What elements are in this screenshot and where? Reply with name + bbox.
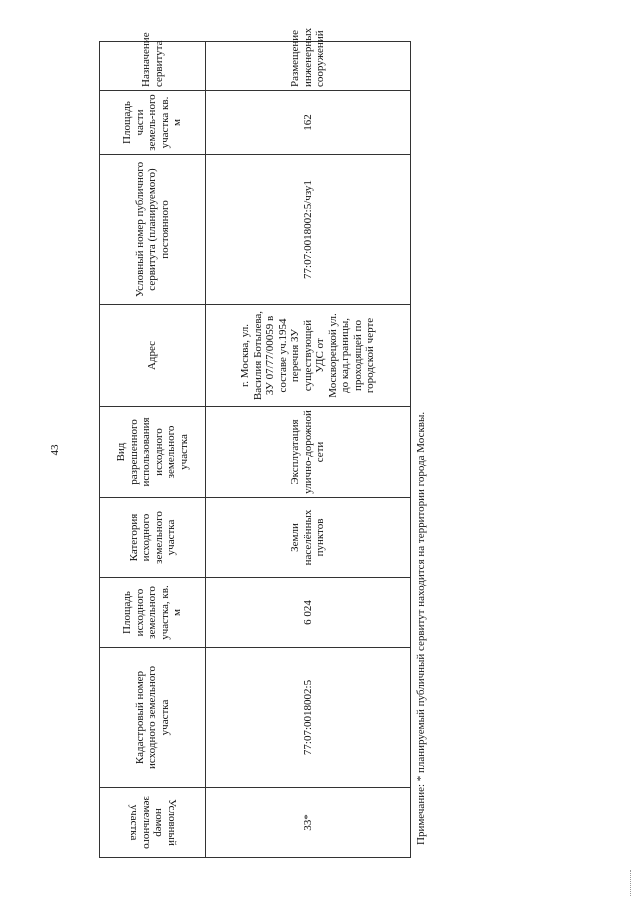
- page-number: 43: [49, 444, 61, 456]
- cell-purpose: Размещение инженерных сооружений: [206, 42, 411, 91]
- header-cell-permitted-use: Вид разрешенного использования исходного земельного участка: [100, 407, 206, 498]
- header-cell-part-area: Площадь части земель-ного участка кв. м: [100, 91, 206, 155]
- table-row: [206, 42, 411, 858]
- header-cell-conditional-number: [100, 788, 206, 858]
- footnote: Примечание: * планируемый публичный сервитут находится на территории города Москвы.: [415, 411, 427, 845]
- header-cell-area: Площадь исходного земельного участка, кв. м: [100, 578, 206, 648]
- cell-part-area: 162: [206, 91, 411, 155]
- scan-artifact: [630, 870, 633, 896]
- cell-area: 6 024: [206, 578, 411, 648]
- servitude-table: [99, 27, 411, 858]
- cell-category: Земли населённых пунктов: [206, 498, 411, 578]
- servitude-table-container: [99, 27, 410, 858]
- header-cell-purpose: Назначение сервитута: [100, 42, 206, 91]
- header-cell-address: Адрес: [100, 305, 206, 407]
- cell-permitted-use: Эксплуатация улично-дорожной сети: [206, 407, 411, 498]
- cell-servitude-number: 77:07:0018002:5/чзу1: [206, 155, 411, 305]
- cell-address: г. Москва, ул. Василия Ботылева, ЗУ 07/77/00059 в составе уч.1954 перечня ЗУ существующей УДС от Москворецкой ул. до кад.границы, проходящей по городской черте: [206, 305, 411, 407]
- cell-cadastral-number: 77:07:0018002:5: [206, 648, 411, 788]
- cell-conditional-number: 33*: [206, 788, 411, 858]
- table-header-row: [100, 42, 206, 858]
- header-cell-cadastral-number: Кадастровый номер исходного земельного участка: [100, 648, 206, 788]
- header-cell-servitude-number: Условный номер публичного сервитута (планируемого) постоянного: [100, 155, 206, 305]
- header-cell-category: Категория исходного земельного участка: [100, 498, 206, 578]
- header-label: Условный номер земельного участка: [128, 796, 178, 849]
